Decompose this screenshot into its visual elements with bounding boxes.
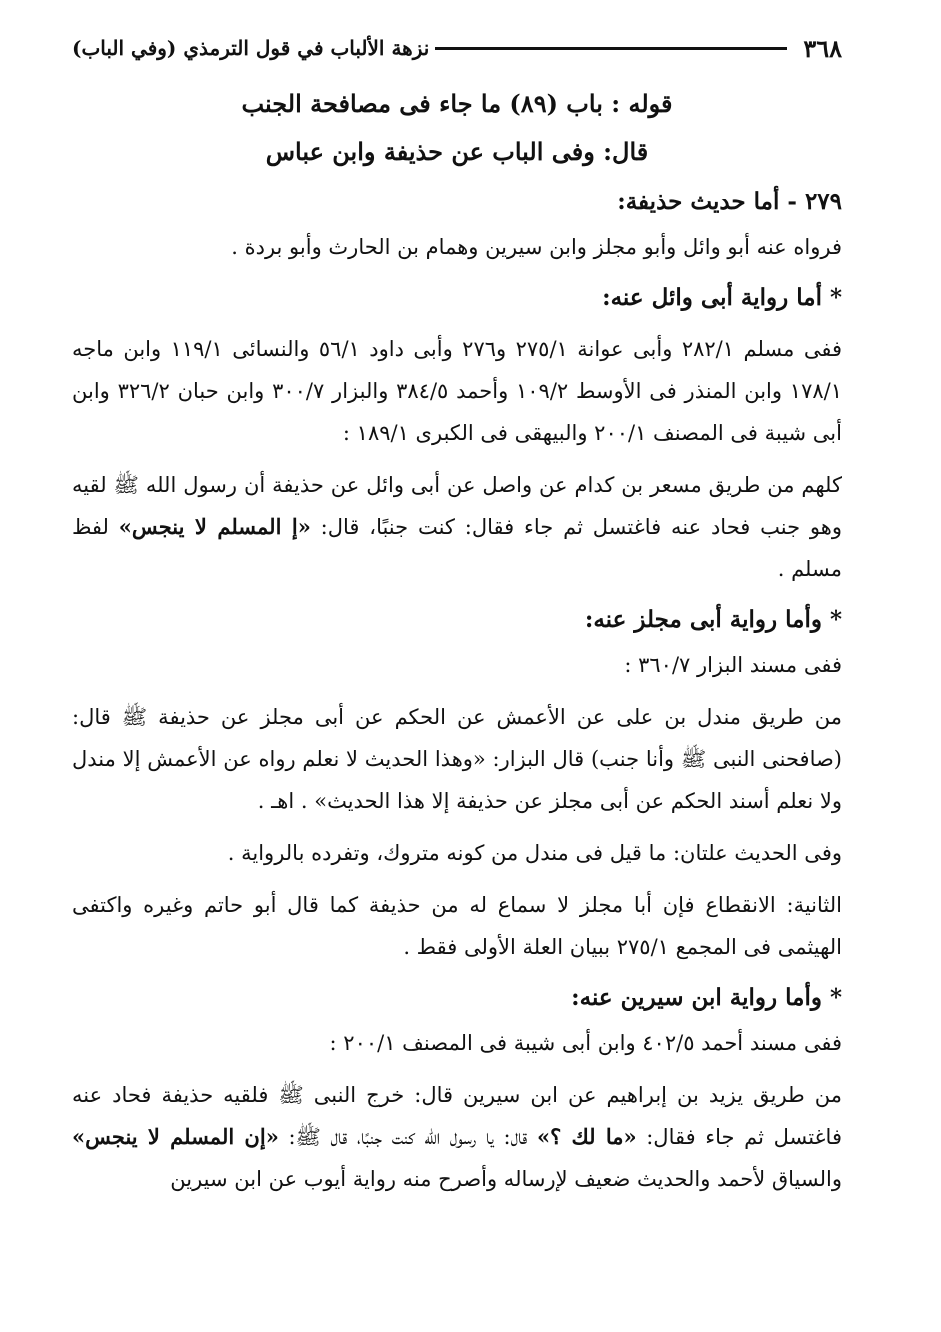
defects-paragraph: وفى الحديث علتان: ما قيل فى مندل من كونه متروك، وتفرده بالرواية . <box>227 841 842 865</box>
yazid-text-e: والسياق لأحمد والحديث ضعيف لإرساله وأصرح منه رواية أيوب عن ابن سيرين <box>170 1167 842 1191</box>
chapter-heading: قوله : باب (٨٩) ما جاء فى مصافحة الجنب <box>241 89 673 118</box>
header-rule <box>435 47 787 50</box>
narrators-paragraph: فرواه عنه أبو وائل وأبو مجلز وابن سيرين وهمام بن الحارث وأبو بردة . <box>231 235 842 259</box>
section-abu-wail: * أما رواية أبى وائل عنه: <box>602 284 842 311</box>
bazzar-source: ففى مسند البزار ٣٦٠/٧ : <box>624 653 842 677</box>
hadith-title: ٢٧٩ - أما حديث حذيفة: <box>617 188 842 215</box>
ahmad-source: ففى مسند أحمد ٤٠٢/٥ وابن أبى شيبة فى المصنف ٢٠٠/١ : <box>329 1031 842 1055</box>
running-title: نزهة الألباب في قول الترمذي (وفي الباب) <box>72 36 430 60</box>
mandal-paragraph: من طريق مندل بن على عن الأعمش عن الحكم عن أبى مجلز عن حذيفة ﷺ قال: (صافحنى النبى ﷺ وأنا جنب) قال البزار: «وهذا الحديث لا نعلم رواه عن الأعمش إلا مندل ولا نعلم أسند الحكم عن أبى مجلز عن حذيفة إلا هذا الحديث» . اهـ . <box>72 705 842 813</box>
yazid-text-c: قال: يا رسول الله كنت جنبًا، قال ﷺ: <box>278 1125 537 1149</box>
section-ibn-sirin: * وأما رواية ابن سيرين عنه: <box>571 984 842 1011</box>
second-defect-paragraph: الثانية: الانقطاع فإن أبا مجلز لا سماع له من حذيفة كما قال أبو حاتم وغيره واكتفى الهيثمى فى المجمع ٢٧٥/١ ببيان العلة الأولى فقط . <box>72 893 842 959</box>
sources-paragraph: ففى مسلم ٢٨٢/١ وأبى عوانة ٢٧٥/١ و٢٧٦ وأبى داود ٥٦/١ والنسائى ١١٩/١ وابن ماجه ١٧٨/١ وابن المنذر فى الأوسط ١٠٩/٢ وأحمد ٣٨٤/٥ والبزار ٣٠٠/٧ وابن حبان ٣٢٦/٢ وابن أبى شيبة فى المصنف ٢٠٠/١ والبيهقى فى الكبرى ١٨٩/١ : <box>72 337 842 445</box>
chain-text: كلهم من طريق مسعر بن كدام عن واصل عن أبى وائل عن حذيفة أن رسول الله ﷺ لقيه وهو جنب فحاد عنه فاغتسل ثم جاء فقال: كنت جنبًا، قال: <box>72 473 842 539</box>
statement-heading: قال: وفى الباب عن حذيفة وابن عباس <box>265 137 649 166</box>
section-abu-mijlaz: * وأما رواية أبى مجلز عنه: <box>584 606 842 633</box>
page-number: ٣٦٨ <box>803 33 842 63</box>
quote-muslim: «إن المسلم لا ينجس» <box>72 1124 279 1149</box>
page-header <box>72 28 842 68</box>
yazid-text-a: من طريق يزيد بن إبراهيم عن ابن سيرين قال: خرج النبى ﷺ فلقيه حذيفة فحاد عنه فاغتسل ثم جاء فقال: <box>72 1083 842 1149</box>
book-page <box>72 28 842 1200</box>
quote-ma-laka: «ما لك ؟» <box>536 1124 637 1149</box>
chain-paragraph <box>72 464 842 590</box>
yazid-paragraph <box>72 1074 842 1200</box>
hadith-quote: «إ المسلم لا ينجس» <box>118 514 311 539</box>
chain-end: لفظ مسلم . <box>72 515 842 581</box>
